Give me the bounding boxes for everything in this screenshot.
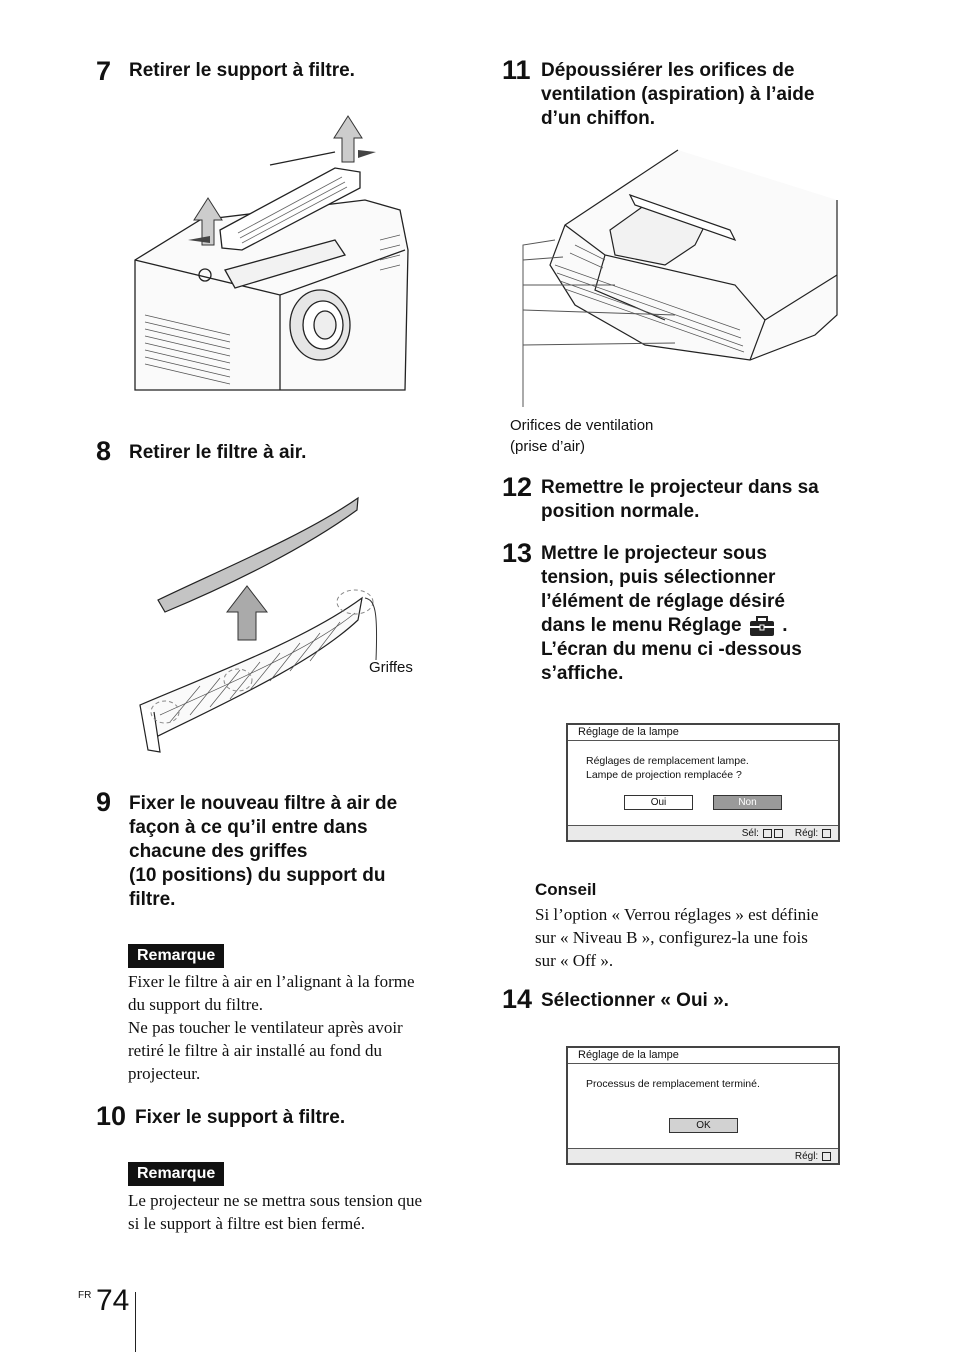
- step-13-line: s’affiche.: [541, 663, 624, 684]
- projector-filter-holder-illustration: [130, 110, 415, 400]
- step-7-text: [129, 59, 355, 83]
- lamp-complete-dialog: [566, 1046, 840, 1165]
- step-8-line: Retirer le filtre à air.: [129, 442, 307, 463]
- dialog-message: Réglages de remplacement lampe.: [586, 755, 749, 767]
- step-8-text: [129, 441, 306, 465]
- dialog-title: Réglage de la lampe: [568, 725, 838, 741]
- arrow-down-icon: [774, 829, 783, 838]
- page-language: FR: [78, 1290, 92, 1301]
- step-13-line: l’élément de réglage désiré: [541, 591, 785, 612]
- footer-regl-label: Régl:: [794, 828, 819, 839]
- dialog-message: Processus de remplacement terminé.: [586, 1078, 760, 1090]
- step-10-number: 10: [96, 1101, 127, 1131]
- remarque-line: si le support à filtre est bien fermé.: [128, 1214, 365, 1233]
- ventilation-intake-illustration: [515, 145, 845, 415]
- step-13-line: [541, 614, 802, 638]
- step-13-number: 13: [502, 538, 533, 568]
- conseil-title: Conseil: [535, 880, 597, 899]
- orifices-caption-line: Orifices de ventilation: [510, 417, 654, 434]
- step-13-text: [541, 542, 802, 686]
- page-number: 74: [96, 1284, 130, 1317]
- step-14-text: [541, 989, 729, 1013]
- enter-key-icon: [822, 829, 831, 838]
- step-13-line: Mettre le projecteur sous: [541, 543, 767, 564]
- dialog-footer: [568, 1148, 838, 1163]
- step-11-text: [541, 59, 814, 131]
- step-11-line: Dépoussiérer les orifices de: [541, 60, 795, 81]
- step-9-text: [129, 792, 397, 912]
- step-12-line: position normale.: [541, 501, 700, 522]
- step-9-number: 9: [96, 787, 112, 817]
- dialog-question: Lampe de projection remplacée ?: [586, 769, 742, 781]
- remarque-line: du support du filtre.: [128, 995, 264, 1014]
- step-10-line: Fixer le support à filtre.: [135, 1107, 346, 1128]
- step-12-line: Remettre le projecteur dans sa: [541, 477, 819, 498]
- remarque-line: projecteur.: [128, 1064, 201, 1083]
- griffes-caption: Griffes: [369, 659, 413, 676]
- step-13-line-text: dans le menu Réglage: [541, 615, 742, 636]
- remarque-1-text: [128, 970, 415, 1085]
- lamp-replace-dialog: [566, 723, 840, 842]
- arrow-up-icon: [763, 829, 772, 838]
- oui-button[interactable]: Oui: [624, 795, 693, 810]
- remarque-line: retiré le filtre à air installé au fond du: [128, 1041, 382, 1060]
- non-button[interactable]: Non: [713, 795, 782, 810]
- remarque-label: Remarque: [128, 1162, 224, 1186]
- conseil-text: [535, 903, 818, 972]
- step-9-line: Fixer le nouveau filtre à air de: [129, 793, 398, 814]
- page-number-divider: [135, 1292, 136, 1352]
- conseil-line: sur « Niveau B », configurez-la une fois: [535, 928, 808, 947]
- enter-key-icon: [822, 1152, 831, 1161]
- footer-sel-label: Sél:: [741, 828, 759, 839]
- step-13-line: tension, puis sélectionner: [541, 567, 776, 588]
- air-filter-removal-illustration: [130, 490, 385, 760]
- step-13-line-end: .: [782, 615, 788, 636]
- step-11-line: d’un chiffon.: [541, 108, 655, 129]
- remarque-line: Le projecteur ne se mettra sous tension que: [128, 1191, 423, 1210]
- step-9-line: façon à ce qu’il entre dans: [129, 817, 368, 838]
- step-12-text: [541, 476, 819, 524]
- step-14-number: 14: [502, 984, 533, 1014]
- step-9-line: filtre.: [129, 889, 176, 910]
- step-8-number: 8: [96, 436, 112, 466]
- dialog-title: Réglage de la lampe: [568, 1048, 838, 1064]
- remarque-line: Fixer le filtre à air en l’alignant à la forme: [128, 972, 415, 991]
- ok-button[interactable]: OK: [669, 1118, 738, 1133]
- step-7-line: Retirer le support à filtre.: [129, 60, 355, 81]
- dialog-footer: [568, 825, 838, 840]
- footer-regl-label: Régl:: [794, 1151, 819, 1162]
- conseil-line: sur « Off ».: [535, 951, 614, 970]
- remarque-line: Ne pas toucher le ventilateur après avoir: [128, 1018, 403, 1037]
- step-11-number: 11: [502, 55, 531, 85]
- conseil-line: Si l’option « Verrou réglages » est définie: [535, 905, 819, 924]
- remarque-label: Remarque: [128, 944, 224, 968]
- step-10-text: [135, 1106, 345, 1130]
- step-9-line: chacune des griffes: [129, 841, 308, 862]
- step-11-line: ventilation (aspiration) à l’aide: [541, 84, 815, 105]
- step-14-line: Sélectionner « Oui ».: [541, 990, 729, 1011]
- remarque-2-text: [128, 1189, 422, 1235]
- orifices-caption-line: (prise d’air): [510, 438, 586, 455]
- step-12-number: 12: [502, 472, 533, 502]
- step-7-number: 7: [96, 56, 112, 86]
- orifices-caption: [510, 415, 653, 457]
- step-9-line: (10 positions) du support du: [129, 865, 386, 886]
- step-13-line: L’écran du menu ci -dessous: [541, 639, 802, 660]
- toolbox-icon: [747, 615, 777, 637]
